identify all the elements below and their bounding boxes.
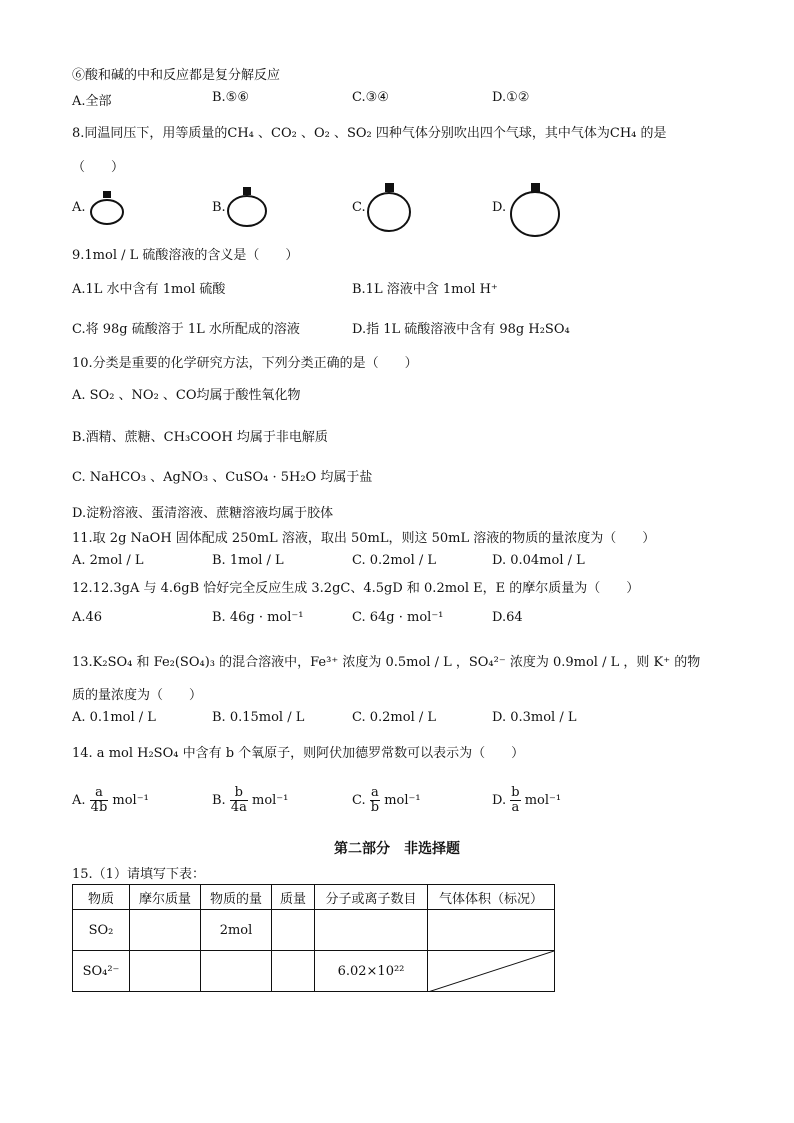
numerator: b bbox=[230, 786, 248, 801]
unit: mol⁻¹ bbox=[112, 793, 149, 808]
q13-stem: 13.K₂SO₄ 和 Fe₂(SO₄)₃ 的混合溶液中，Fe³⁺ 浓度为 0.5mol / L ，SO₄²⁻ 浓度为 0.9mol / L ，则 K⁺ 的物 bbox=[72, 655, 701, 670]
q14-option-a bbox=[72, 786, 149, 815]
table-cell[interactable] bbox=[130, 951, 201, 992]
numerator: a bbox=[90, 786, 109, 801]
denominator: 4a bbox=[230, 800, 247, 815]
q9-stem: 9.1mol / L 硫酸溶液的含义是（ ） bbox=[72, 248, 299, 263]
table-header-cell: 分子或离子数目 bbox=[315, 885, 428, 910]
q11-option-c: C. 0.2mol / L bbox=[352, 553, 437, 568]
q7-item6: ⑥酸和碱的中和反应都是复分解反应 bbox=[72, 68, 281, 83]
q10-option-d: D.淀粉溶液、蛋清溶液、蔗糖溶液均属于胶体 bbox=[72, 506, 334, 521]
fraction bbox=[510, 786, 520, 815]
q11-option-a: A. 2mol / L bbox=[72, 553, 144, 568]
q7-option-a: A.全部 bbox=[72, 94, 112, 109]
option-label: A. bbox=[72, 793, 86, 808]
q14-option-d bbox=[492, 786, 561, 815]
denominator: b bbox=[370, 800, 380, 815]
q10-option-b: B.酒精、蔗糖、CH₃COOH 均属于非电解质 bbox=[72, 430, 328, 445]
table-header-cell: 物质的量 bbox=[201, 885, 272, 910]
balloon-c-icon bbox=[364, 182, 414, 234]
q11-option-b: B. 1mol / L bbox=[212, 553, 284, 568]
q9-option-d: D.指 1L 硫酸溶液中含有 98g H₂SO₄ bbox=[352, 322, 570, 337]
q13-option-b: B. 0.15mol / L bbox=[212, 710, 305, 725]
q12-option-a: A.46 bbox=[72, 610, 103, 625]
q10-option-c: C. NaHCO₃ 、AgNO₃ 、CuSO₄ · 5H₂O 均属于盐 bbox=[72, 470, 373, 485]
table-cell: SO₄²⁻ bbox=[73, 951, 130, 992]
unit: mol⁻¹ bbox=[252, 793, 289, 808]
q15-table bbox=[72, 884, 555, 992]
table-cell[interactable] bbox=[315, 910, 428, 951]
q14-stem: 14. a mol H₂SO₄ 中含有 b 个氧原子，则阿伏加德罗常数可以表示为（ ） bbox=[72, 746, 525, 761]
table-header-row bbox=[73, 885, 555, 910]
numerator: b bbox=[511, 785, 520, 800]
balloon-b-icon bbox=[224, 186, 270, 232]
q8-option-b: B. bbox=[212, 200, 226, 215]
table-cell[interactable] bbox=[201, 951, 272, 992]
fraction bbox=[370, 786, 380, 815]
table-header-cell: 质量 bbox=[272, 885, 315, 910]
denominator: 4b bbox=[90, 800, 108, 815]
q13-option-c: C. 0.2mol / L bbox=[352, 710, 437, 725]
q14-option-b bbox=[212, 786, 288, 815]
q13-stem-cont: 质的量浓度为（ ） bbox=[72, 688, 203, 703]
q12-stem: 12.12.3gA 与 4.6gB 恰好完全反应生成 3.2gC、4.5gD 和 0.2mol E，E 的摩尔质量为（ ） bbox=[72, 581, 640, 596]
table-cell: SO₂ bbox=[73, 910, 130, 951]
table-header-cell: 摩尔质量 bbox=[130, 885, 201, 910]
table-header-cell: 物质 bbox=[73, 885, 130, 910]
balloon-d-icon bbox=[508, 182, 562, 238]
q8-stem-paren: （ ） bbox=[72, 160, 125, 175]
table-cell-crossed bbox=[428, 951, 555, 992]
q15-stem: 15.（1）请填写下表： bbox=[72, 867, 205, 882]
q10-stem: 10.分类是重要的化学研究方法，下列分类正确的是（ ） bbox=[72, 356, 418, 371]
q8-stem: 8.同温同压下，用等质量的CH₄ 、CO₂ 、O₂ 、SO₂ 四种气体分别吹出四个气球，其中气体为CH₄ 的是 bbox=[72, 126, 667, 141]
q7-option-b: B.⑤⑥ bbox=[212, 90, 249, 105]
table-cell[interactable] bbox=[130, 910, 201, 951]
fraction bbox=[230, 786, 248, 815]
q7-option-c: C.③④ bbox=[352, 90, 389, 105]
table-cell: 6.02×10²² bbox=[315, 951, 428, 992]
section-title: 第二部分 非选择题 bbox=[334, 841, 460, 857]
denominator: a bbox=[511, 800, 520, 815]
unit: mol⁻¹ bbox=[524, 793, 562, 808]
q13-option-a: A. 0.1mol / L bbox=[72, 710, 156, 725]
q11-stem: 11.取 2g NaOH 固体配成 250mL 溶液，取出 50mL，则这 50mL 溶液的物质的量浓度为（ ） bbox=[72, 531, 656, 546]
table-cell[interactable] bbox=[272, 910, 315, 951]
table-cell: 2mol bbox=[201, 910, 272, 951]
q9-option-a: A.1L 水中含有 1mol 硫酸 bbox=[72, 282, 226, 297]
q8-option-c: C. bbox=[352, 200, 366, 215]
q12-option-c: C. 64g · mol⁻¹ bbox=[352, 610, 444, 625]
q8-option-a: A. bbox=[72, 200, 86, 215]
q7-option-d: D.①② bbox=[492, 90, 530, 105]
table-row bbox=[73, 910, 555, 951]
unit: mol⁻¹ bbox=[384, 793, 421, 808]
q14-option-c bbox=[352, 786, 421, 815]
table-cell[interactable] bbox=[272, 951, 315, 992]
table-header-cell: 气体体积（标况） bbox=[428, 885, 555, 910]
q13-option-d: D. 0.3mol / L bbox=[492, 710, 577, 725]
q10-option-a: A. SO₂ 、NO₂ 、CO均属于酸性氧化物 bbox=[72, 388, 301, 403]
numerator: a bbox=[371, 785, 379, 800]
q12-option-d: D.64 bbox=[492, 610, 523, 625]
q11-option-d: D. 0.04mol / L bbox=[492, 553, 585, 568]
q9-option-b: B.1L 溶液中含 1mol H⁺ bbox=[352, 282, 498, 297]
option-label: C. bbox=[352, 793, 366, 808]
q9-option-c: C.将 98g 硫酸溶于 1L 水所配成的溶液 bbox=[72, 322, 300, 337]
table-cell[interactable] bbox=[428, 910, 555, 951]
q12-option-b: B. 46g · mol⁻¹ bbox=[212, 610, 304, 625]
balloon-a-icon bbox=[88, 190, 128, 230]
option-label: D. bbox=[492, 793, 507, 808]
table-row bbox=[73, 951, 555, 992]
diagonal-line-icon bbox=[428, 951, 554, 992]
q8-option-d: D. bbox=[492, 200, 507, 215]
option-label: B. bbox=[212, 793, 226, 808]
fraction bbox=[90, 786, 109, 815]
